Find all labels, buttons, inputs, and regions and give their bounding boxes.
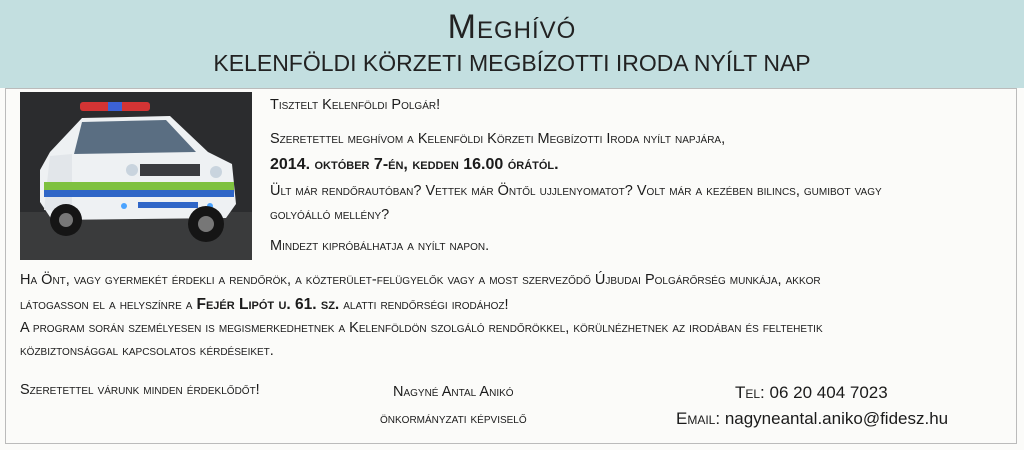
paragraph-1-line-2 xyxy=(20,296,509,314)
invite-line: Szeretettel meghívom a Kelenföldi Körzeti Megbízotti Iroda nyílt napjára, xyxy=(270,131,726,147)
phone-row xyxy=(735,383,888,403)
phone-number: 06 20 404 7023 xyxy=(769,383,888,402)
greeting: Tisztelt Kelenföldi Polgár! xyxy=(270,97,441,113)
phone-label: Tel: xyxy=(735,383,765,402)
event-address: Fejér Lipót u. 61. sz. xyxy=(196,296,340,313)
questions-line-2: golyóálló mellény? xyxy=(270,207,390,223)
paragraph-1-pre: látogasson el a helyszínre a xyxy=(20,297,193,313)
paragraph-1-line-1: Ha Önt, vagy gyermekét érdekli a rendőrök, a közterület-felügyelők vagy a most szerveződő Újbudai Polgárőrség munkája, akkor xyxy=(20,272,821,288)
signer-role: önkormányzati képviselő xyxy=(380,411,527,427)
police-car-photo xyxy=(20,92,252,260)
paragraph-2-line-2: közbiztonsággal kapcsolatos kérdéseiket. xyxy=(20,343,274,359)
email-row xyxy=(676,409,948,429)
email-label: Email: xyxy=(676,409,721,428)
email-address: nagyneantal.aniko@fidesz.hu xyxy=(724,409,949,428)
try-line: Mindezt kipróbálhatja a nyílt napon. xyxy=(270,238,490,254)
closing-line: Szeretettel várunk minden érdeklődőt! xyxy=(20,382,260,398)
event-date: 2014. október 7-én, kedden 16.00 órától. xyxy=(270,156,559,173)
page-title: Meghívó xyxy=(447,8,577,46)
questions-line-1: Ült már rendőrautóban? Vettek már Öntől ujjlenyomatot? Volt már a kezében bilincs, gumibot vagy xyxy=(270,183,882,199)
signer-name: Nagyné Antal Anikó xyxy=(393,384,514,400)
page-subtitle: KELENFÖLDI KÖRZETI MEGBÍZOTTI IRODA NYÍLT NAP xyxy=(213,50,811,76)
police-car-icon xyxy=(20,92,252,260)
paragraph-1-post: alatti rendőrségi irodához! xyxy=(343,297,509,313)
header-banner xyxy=(0,0,1024,88)
paragraph-2-line-1: A program során személyesen is megismerkedhetnek a Kelenföldön szolgáló rendőrökkel, körülnézhetnek az irodában és feltehetik xyxy=(20,320,823,336)
